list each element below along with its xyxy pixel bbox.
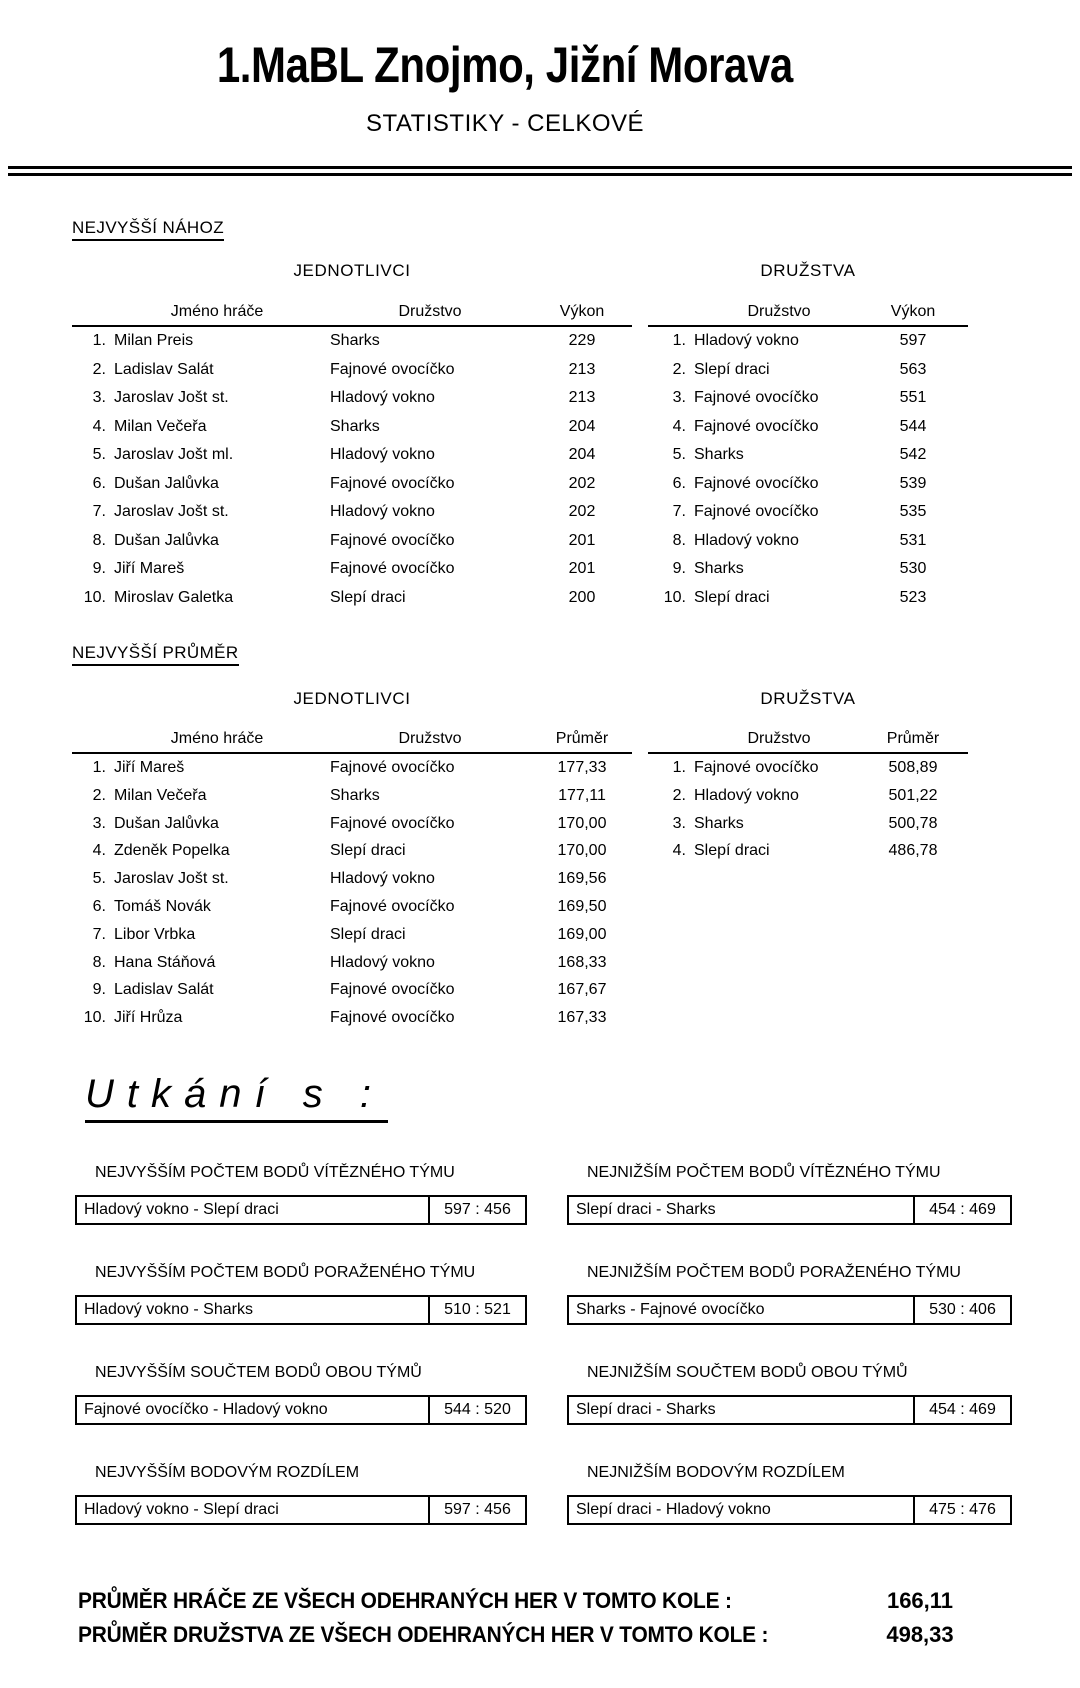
match-stat-label: NEJVYŠŠÍM SOUČTEM BODŮ OBOU TÝMŮ [95,1364,422,1381]
team-cell: Slepí draci [694,588,770,606]
table-row [72,810,632,838]
rank-cell: 10. [663,588,686,606]
table-row [648,384,968,413]
team-cell: Fajnové ovocíčko [330,1009,455,1027]
score-cell: 542 [899,446,927,463]
teams-title: DRUŽSTVA [760,261,856,280]
rank-cell: 2. [92,360,106,378]
table-row [72,527,632,556]
table-row [648,441,968,470]
match-stat [567,1263,1012,1325]
match-stat [75,1163,527,1225]
individuals-title: JEDNOTLIVCI [293,689,411,708]
team-cell: Fajnové ovocíčko [330,897,455,915]
table-row [648,837,968,865]
summary-label: PRŮMĚR DRUŽSTVA ZE VŠECH ODEHRANÝCH HER V TOMTO KOLE : [78,1622,769,1647]
summary-value: 498,33 [886,1622,954,1647]
team-cell: Sharks [694,814,744,832]
team-cell: Slepí draci [694,360,770,378]
rank-cell: 8. [672,531,686,549]
average-cell: 167,33 [557,1009,607,1027]
table-row [72,555,632,584]
table-row [72,327,632,356]
team-cell: Sharks [330,786,380,804]
match-teams: Slepí draci - Sharks [576,1201,716,1218]
score-cell: 202 [568,474,596,492]
team-cell: Hladový vokno [330,446,435,463]
team-cell: Hladový vokno [330,503,435,520]
match-stat-box [75,1295,527,1325]
score-cell: 539 [899,474,927,492]
column-header-score: Výkon [559,303,605,320]
player-name-cell: Jiří Hrůza [114,1009,183,1027]
average-cell: 170,00 [557,842,607,860]
player-name-cell: Jaroslav Jošt st. [114,389,229,406]
player-name-cell: Jaroslav Jošt ml. [114,446,234,463]
player-name-cell: Milan Preis [114,332,194,349]
summary-line [78,1584,1008,1618]
table-row [72,584,632,613]
rank-cell: 4. [672,417,686,435]
table-row [72,949,632,977]
player-name-cell: Milan Večeřa [114,417,207,435]
rank-cell: 9. [672,560,686,577]
table-row [72,441,632,470]
highest-game-individuals-table [72,299,632,612]
match-stat-label: NEJVYŠŠÍM POČTEM BODŮ VÍTĚZNÉHO TÝMU [95,1164,455,1181]
rank-cell: 10. [83,588,106,606]
table-row [648,356,968,385]
table-header-row [72,299,632,327]
column-header-player-name: Jméno hráče [170,303,264,320]
player-name-cell: Dušan Jalůvka [114,814,219,832]
match-score: 544 : 520 [428,1397,525,1423]
match-score: 510 : 521 [428,1297,525,1323]
match-teams: Hladový vokno - Sharks [84,1301,253,1318]
player-name-cell: Ladislav Salát [114,981,214,999]
column-header-team: Družstvo [747,303,811,320]
rank-cell: 3. [92,389,106,406]
score-cell: 551 [899,389,927,406]
summary-line [78,1618,1008,1652]
table-row [648,498,968,527]
team-cell: Hladový vokno [694,786,799,804]
match-teams: Fajnové ovocíčko - Hladový vokno [84,1401,328,1418]
team-cell: Fajnové ovocíčko [330,474,455,492]
table-row [72,893,632,921]
column-header-player-name: Jméno hráče [170,730,264,747]
column-header-team: Družstvo [747,730,811,747]
player-name-cell: Dušan Jalůvka [114,531,219,549]
score-cell: 213 [568,360,596,378]
average-cell: 177,33 [557,759,607,776]
score-cell: 531 [899,531,927,549]
rank-cell: 7. [92,503,106,520]
rank-cell: 7. [672,503,686,520]
team-cell: Fajnové ovocíčko [330,531,455,549]
match-stat-box [75,1395,527,1425]
average-cell: 167,67 [557,981,607,999]
average-cell: 170,00 [557,814,607,832]
team-cell: Fajnové ovocíčko [694,759,819,776]
header-divider [8,166,1072,176]
player-name-cell: Jiří Mareš [114,560,185,577]
player-name-cell: Hana Stáňová [114,953,216,971]
player-name-cell: Jaroslav Jošt st. [114,870,229,888]
rank-cell: 2. [92,786,106,804]
rank-cell: 2. [672,360,686,378]
team-cell: Fajnové ovocíčko [694,389,819,406]
table-row [72,470,632,499]
average-cell: 508,89 [888,759,938,776]
match-stat-label: NEJNIŽŠÍM BODOVÝM ROZDÍLEM [587,1464,845,1481]
table-row [72,356,632,385]
table-row [648,754,968,782]
rank-cell: 6. [672,474,686,492]
team-cell: Fajnové ovocíčko [330,360,455,378]
player-name-cell: Zdeněk Popelka [114,842,230,860]
rank-cell: 4. [92,842,106,860]
page-subtitle: STATISTIKY - CELKOVÉ [365,110,645,137]
match-teams: Slepí draci - Sharks [576,1401,716,1418]
player-name-cell: Libor Vrbka [114,925,196,943]
matches-section-heading: Utkání s : [85,1072,388,1123]
match-stats-grid [75,1163,1012,1525]
rank-cell: 8. [92,531,106,549]
match-score: 597 : 456 [428,1497,525,1523]
player-name-cell: Jaroslav Jošt st. [114,503,229,520]
table-row [648,327,968,356]
rank-cell: 4. [92,417,106,435]
table-row [72,413,632,442]
match-score: 454 : 469 [913,1197,1010,1223]
team-cell: Hladový vokno [694,531,799,549]
score-cell: 213 [568,389,596,406]
player-name-cell: Jiří Mareš [114,759,185,776]
match-stat-label: NEJVYŠŠÍM BODOVÝM ROZDÍLEM [95,1464,360,1481]
column-header-team: Družstvo [398,730,462,747]
match-teams: Hladový vokno - Slepí draci [84,1501,279,1518]
team-cell: Sharks [694,446,744,463]
table-row [648,470,968,499]
table-header-row [648,299,968,327]
highest-average-individuals-table [72,726,632,1032]
score-cell: 200 [568,588,596,606]
average-cell: 177,11 [558,786,606,804]
table-row [72,865,632,893]
score-cell: 204 [568,417,596,435]
team-cell: Slepí draci [694,842,770,860]
section-heading-highest-average: NEJVYŠŠÍ PRŮMĚR [72,643,239,663]
team-cell: Sharks [330,332,380,349]
match-stat-box [567,1395,1012,1425]
column-header-average: Průměr [886,730,940,747]
teams-title: DRUŽSTVA [760,689,856,708]
rank-cell: 9. [92,560,106,577]
player-name-cell: Milan Večeřa [114,786,207,804]
score-cell: 229 [568,332,596,349]
table-header-row [648,726,968,754]
score-cell: 201 [568,531,596,549]
rank-cell: 3. [672,814,686,832]
rank-cell: 6. [92,474,106,492]
match-teams: Hladový vokno - Slepí draci [84,1201,279,1218]
player-name-cell: Tomáš Novák [114,897,211,915]
score-cell: 204 [568,446,596,463]
score-cell: 530 [899,560,927,577]
round-averages-summary [78,1584,1008,1652]
score-cell: 544 [899,417,927,435]
rank-cell: 3. [672,389,686,406]
rank-cell: 8. [92,953,106,971]
table-row [648,527,968,556]
table-row [648,555,968,584]
match-score: 530 : 406 [913,1297,1010,1323]
score-cell: 597 [899,332,927,349]
match-stat-box [567,1295,1012,1325]
match-stat-box [75,1495,527,1525]
page-title [0,36,1010,94]
match-stat-label: NEJNIŽŠÍM POČTEM BODŮ PORAŽENÉHO TÝMU [587,1264,961,1281]
table-row [72,837,632,865]
score-cell: 523 [899,588,927,606]
team-cell: Sharks [330,417,380,435]
table-row [648,810,968,838]
team-cell: Fajnové ovocíčko [330,814,455,832]
page-title-text: 1.MaBL Znojmo, Jižní Morava [216,37,793,93]
match-stat-box [75,1195,527,1225]
match-score: 597 : 456 [428,1197,525,1223]
team-cell: Fajnové ovocíčko [330,759,455,776]
column-header-score: Výkon [890,303,936,320]
match-stat [75,1463,527,1525]
match-teams: Sharks - Fajnové ovocíčko [576,1301,765,1318]
match-stat-box [567,1495,1012,1525]
average-cell: 500,78 [888,814,938,832]
team-cell: Fajnové ovocíčko [330,560,455,577]
table-row [72,498,632,527]
table-row [648,413,968,442]
summary-label: PRŮMĚR HRÁČE ZE VŠECH ODEHRANÝCH HER V TOMTO KOLE : [78,1588,732,1613]
rank-cell: 1. [92,759,106,776]
score-cell: 535 [899,503,927,520]
average-cell: 169,50 [557,897,607,915]
table-row [72,782,632,810]
average-cell: 501,22 [888,786,938,804]
team-cell: Slepí draci [330,842,406,860]
match-teams: Slepí draci - Hladový vokno [576,1501,771,1518]
table-row [72,384,632,413]
match-stat [567,1363,1012,1425]
team-cell: Hladový vokno [330,953,435,971]
highest-game-teams-table [648,299,968,612]
team-cell: Fajnové ovocíčko [694,503,819,520]
team-cell: Fajnové ovocíčko [330,981,455,999]
team-cell: Fajnové ovocíčko [694,474,819,492]
player-name-cell: Ladislav Salát [114,360,214,378]
score-cell: 563 [899,360,927,378]
player-name-cell: Miroslav Galetka [114,588,234,606]
average-cell: 168,33 [557,953,607,971]
rank-cell: 1. [92,332,106,349]
match-stat [75,1363,527,1425]
table-row [72,1004,632,1032]
table-row [72,921,632,949]
team-cell: Hladový vokno [330,389,435,406]
table-row [72,976,632,1004]
rank-cell: 1. [672,332,686,349]
table-header-row [72,726,632,754]
highest-average-teams-table [648,726,968,865]
team-cell: Slepí draci [330,925,406,943]
team-cell: Hladový vokno [330,870,435,888]
match-score: 454 : 469 [913,1397,1010,1423]
rank-cell: 10. [83,1009,106,1027]
section-heading-highest-game: NEJVYŠŠÍ NÁHOZ [72,218,224,238]
individuals-title: JEDNOTLIVCI [293,261,411,280]
table-row [648,584,968,613]
match-stat-box [567,1195,1012,1225]
match-stat-label: NEJNIŽŠÍM POČTEM BODŮ VÍTĚZNÉHO TÝMU [587,1164,941,1181]
rank-cell: 2. [672,786,686,804]
player-name-cell: Dušan Jalůvka [114,474,219,492]
match-stat [75,1263,527,1325]
rank-cell: 6. [92,897,106,915]
team-cell: Fajnové ovocíčko [694,417,819,435]
match-stat-label: NEJVYŠŠÍM POČTEM BODŮ PORAŽENÉHO TÝMU [95,1264,476,1281]
rank-cell: 5. [672,446,686,463]
column-header-average: Průměr [555,730,609,747]
rank-cell: 5. [92,870,106,888]
score-cell: 201 [568,560,596,577]
average-cell: 169,56 [557,870,607,888]
table-row [72,754,632,782]
rank-cell: 4. [672,842,686,860]
rank-cell: 7. [92,925,106,943]
rank-cell: 3. [92,814,106,832]
match-stat [567,1163,1012,1225]
match-stat [567,1463,1012,1525]
column-header-team: Družstvo [398,303,462,320]
summary-value: 166,11 [886,1588,954,1613]
match-stat-label: NEJNIŽŠÍM SOUČTEM BODŮ OBOU TÝMŮ [587,1364,908,1381]
rank-cell: 1. [672,759,686,776]
average-cell: 486,78 [888,842,938,860]
table-row [648,782,968,810]
score-cell: 202 [568,503,596,520]
average-cell: 169,00 [557,925,607,943]
team-cell: Slepí draci [330,588,406,606]
rank-cell: 9. [92,981,106,999]
match-score: 475 : 476 [913,1497,1010,1523]
rank-cell: 5. [92,446,106,463]
team-cell: Hladový vokno [694,332,799,349]
team-cell: Sharks [694,560,744,577]
